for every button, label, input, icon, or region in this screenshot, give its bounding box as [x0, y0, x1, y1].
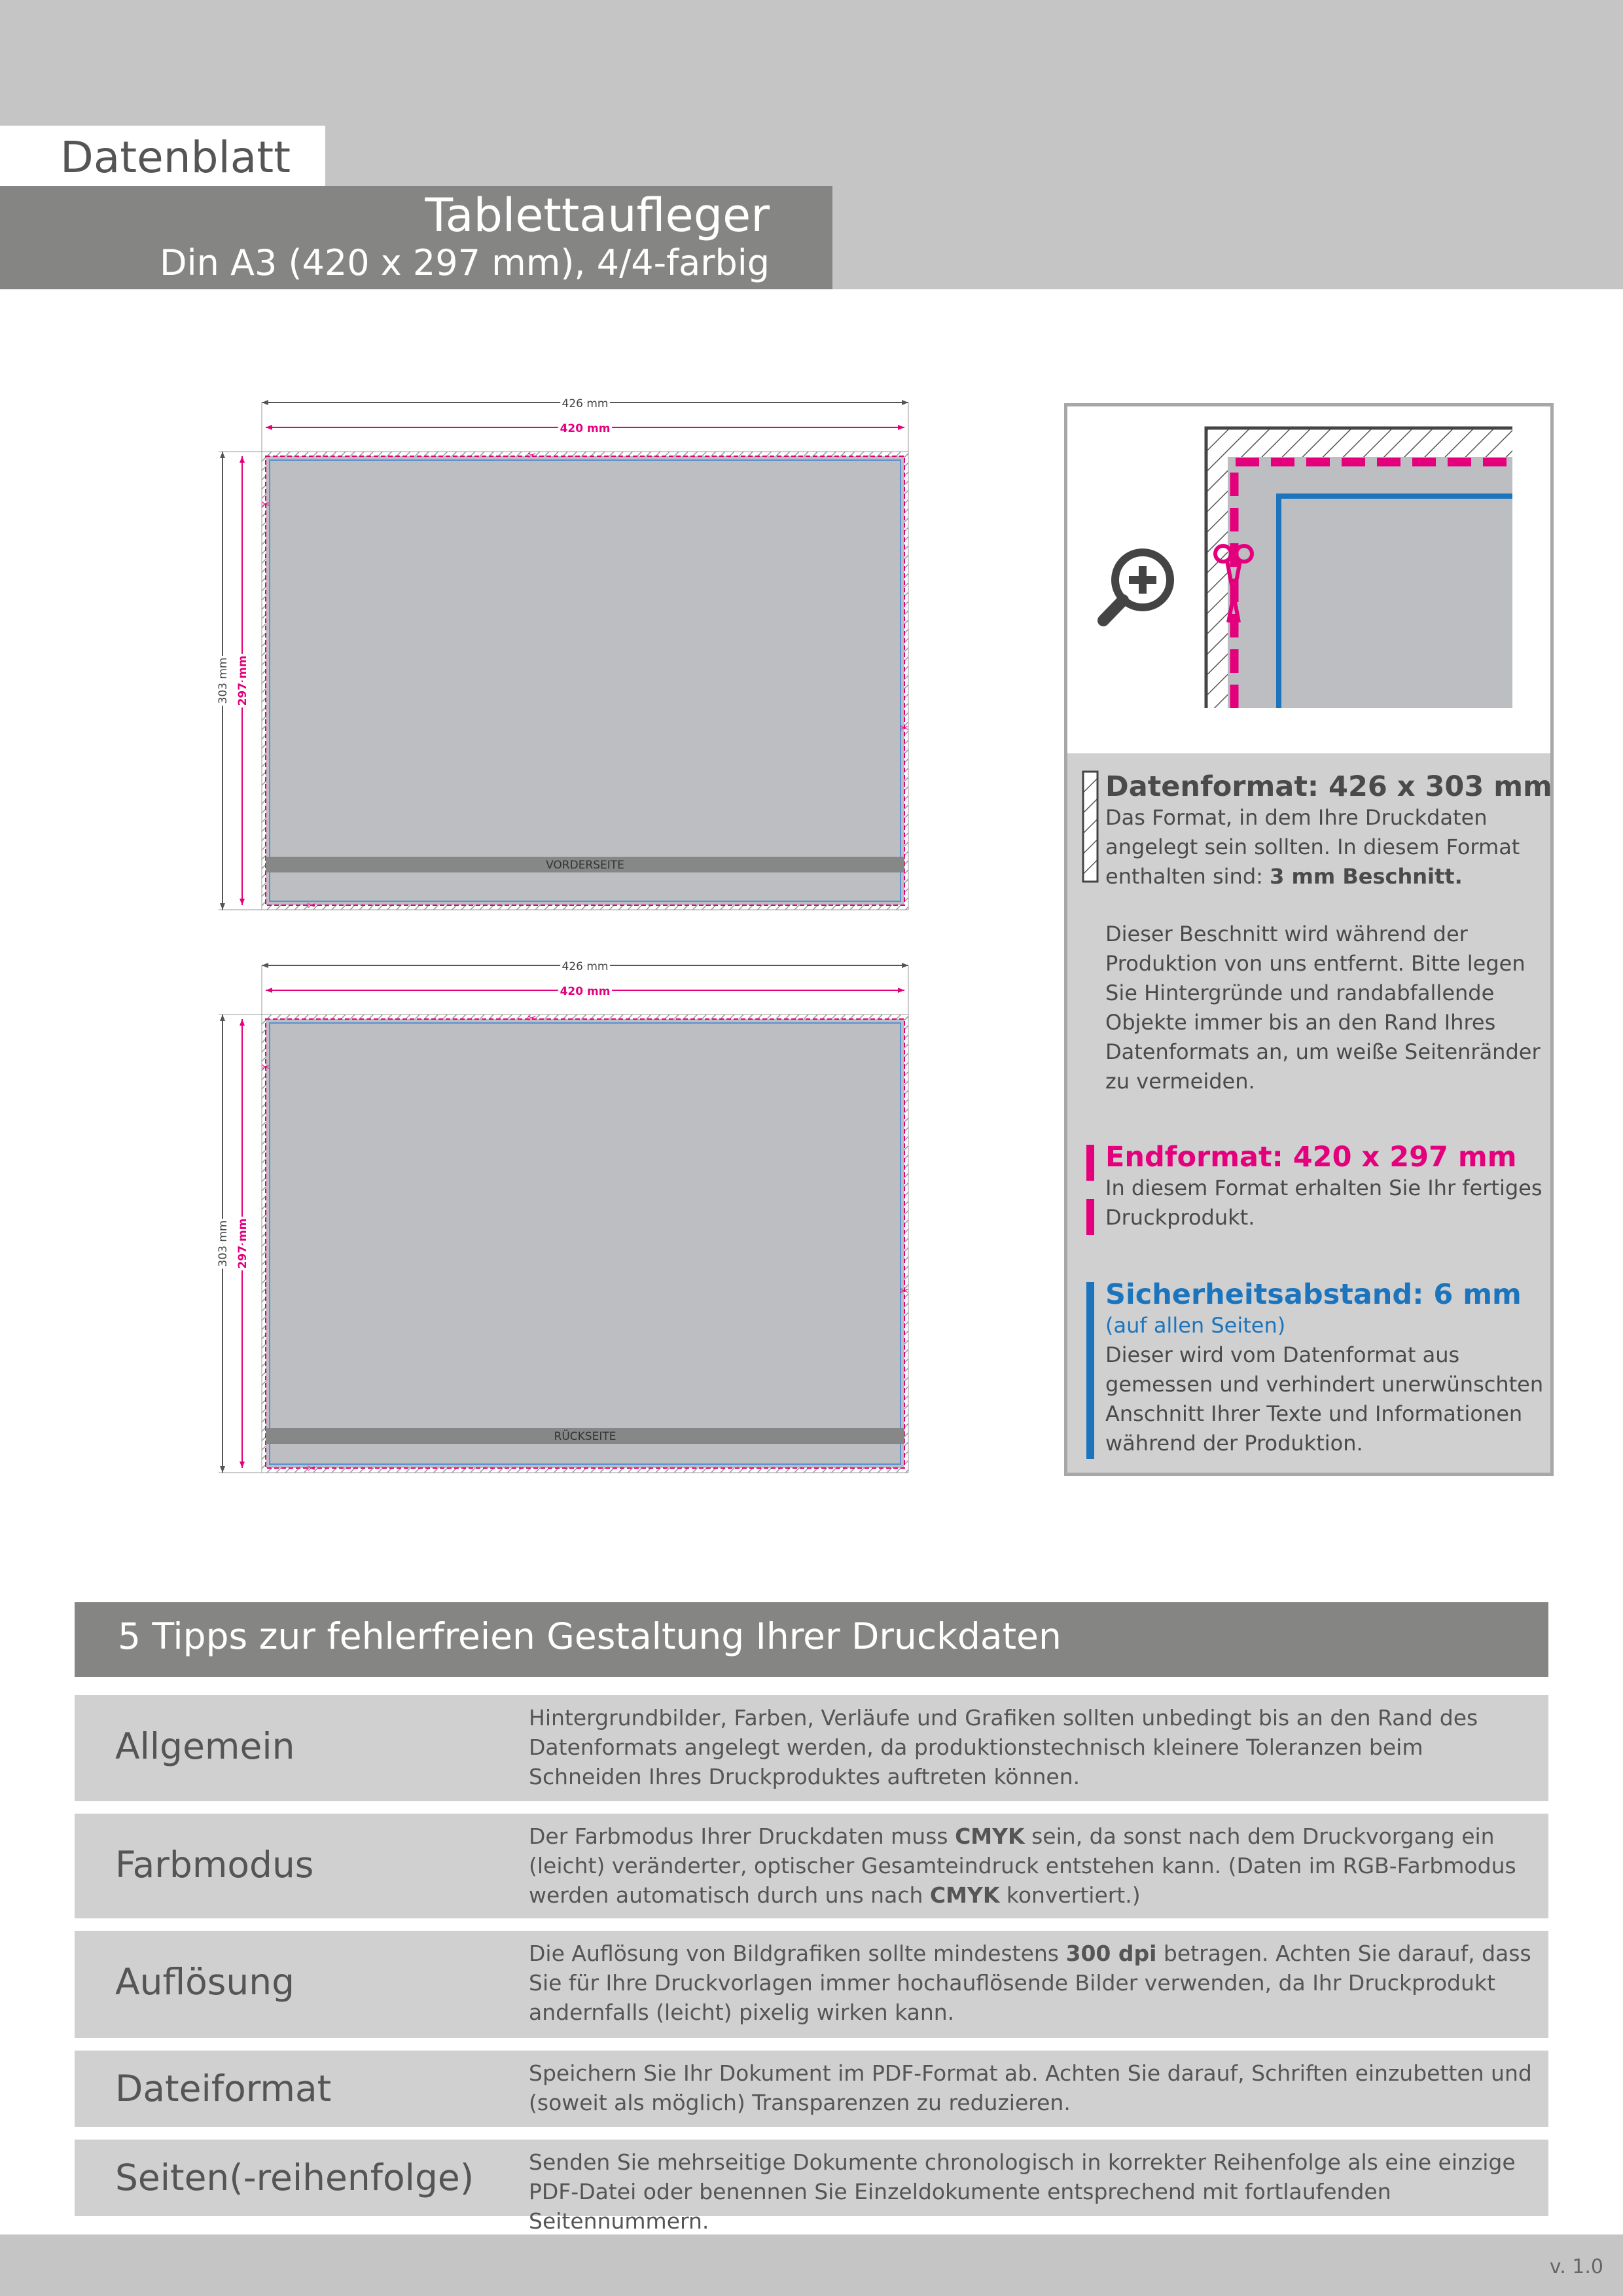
tip-row: Farbmodus Der Farbmodus Ihrer Druckdaten muss CMYK sein, da sonst nach dem Druckvorgang ein (leicht) veränderter, optischer Gesamteindruck entstehen kann. (Daten im RGB-Farbmodus werden automatisch durch uns nach CMYK konvertiert.) — [75, 1814, 1548, 1918]
svg-text:✂: ✂ — [527, 1012, 537, 1024]
back-diagram — [209, 956, 923, 1475]
title-bar — [0, 186, 832, 289]
tip-row: Dateiformat Speichern Sie Ihr Dokument im PDF-Format ab. Achten Sie darauf, Schriften einzubetten und (soweit als möglich) Transparenzen zu reduzieren. — [75, 2051, 1548, 2127]
width-final-label: 420 mm — [560, 422, 611, 435]
footer — [0, 2234, 1623, 2296]
zoom-detail — [1067, 406, 1550, 753]
svg-text:✂: ✂ — [307, 1462, 316, 1475]
height-total-label: 303 mm — [217, 657, 230, 704]
svg-text:✂: ✂ — [307, 899, 316, 912]
svg-text:✂: ✂ — [261, 1061, 270, 1073]
legend-panel — [1064, 403, 1554, 1476]
version-label: v. 1.0 — [1549, 2255, 1603, 2278]
front-side-label: VORDERSEITE — [546, 859, 624, 872]
svg-text:✂: ✂ — [900, 722, 909, 734]
width-final-label: 420 mm — [560, 985, 611, 998]
product-subtitle: Din A3 (420 x 297 mm), 4/4-farbig — [160, 242, 770, 283]
beschnitt-text: Dieser Beschnitt wird während der Produktion von uns entfernt. Bitte legen Sie Hintergründe und randabfallende Objekte immer bis an den Rand Ihres Datenformats an, um weiße Seitenränder zu vermeiden. — [1105, 922, 1541, 1094]
back-side-label: RÜCKSEITE — [554, 1430, 616, 1443]
datenformat-text: Das Format, in dem Ihre Druckdaten angelegt sein sollten. In diesem Format enthalten sind: 3 mm Beschnitt. — [1105, 805, 1520, 889]
datenformat-title: Datenformat: 426 x 303 mm — [1105, 770, 1552, 803]
tip-row: Seiten(-reihenfolge) Senden Sie mehrseitige Dokumente chronologisch in korrekter Reihenfolge als eine einzige PDF-Datei oder benennen Sie Einzeldokumente entsprechend mit fortlaufenden Seitennummern. — [75, 2140, 1548, 2216]
height-total-label: 303 mm — [217, 1220, 230, 1267]
width-total-label: 426 mm — [562, 960, 609, 973]
zoom-in-icon — [1103, 552, 1170, 620]
endformat-text: In diesem Format erhalten Sie Ihr fertiges Druckprodukt. — [1105, 1175, 1543, 1230]
front-diagram — [209, 393, 923, 912]
svg-text:✂: ✂ — [261, 498, 270, 511]
sicherheitsabstand-title: Sicherheitsabstand: 6 mm — [1105, 1278, 1522, 1311]
tip-row: Allgemein Hintergrundbilder, Farben, Verläufe und Grafiken sollten unbedingt bis an den Rand des Datenformats angelegt werden, da produktionstechnisch kleinere Toleranzen beim Schneiden Ihres Druckproduktes auftreten können. — [75, 1695, 1548, 1801]
height-final-label: 297 mm — [236, 1218, 249, 1269]
sicherheitsabstand-text: Dieser wird vom Datenformat aus gemessen und verhindert unerwünschten Anschnitt Ihrer Texte und Informationen während der Produktion. — [1105, 1342, 1544, 1456]
svg-text:✂: ✂ — [527, 449, 537, 461]
svg-text:✂: ✂ — [900, 1285, 909, 1297]
datasheet-label: Datenblatt — [0, 126, 325, 186]
sicherheitsabstand-sub: (auf allen Seiten) — [1105, 1313, 1286, 1338]
tip-row: Auflösung Die Auflösung von Bildgrafiken sollte mindestens 300 dpi betragen. Achten Sie darauf, dass Sie für Ihre Druckvorlagen immer hochauflösende Bilder verwenden, da Ihr Druckprodukt andernfalls (leicht) pixelig wirken kann. — [75, 1931, 1548, 2038]
blue-line-icon — [1083, 1282, 1097, 1459]
product-title: Tablettaufleger — [425, 188, 770, 242]
magenta-dash-icon — [1083, 1145, 1097, 1235]
tips-heading: 5 Tipps zur fehlerfreien Gestaltung Ihrer Druckdaten — [75, 1602, 1548, 1677]
width-total-label: 426 mm — [562, 397, 609, 410]
endformat-title: Endformat: 420 x 297 mm — [1105, 1141, 1517, 1174]
height-final-label: 297 mm — [236, 655, 249, 706]
hatch-swatch-icon — [1083, 772, 1097, 882]
